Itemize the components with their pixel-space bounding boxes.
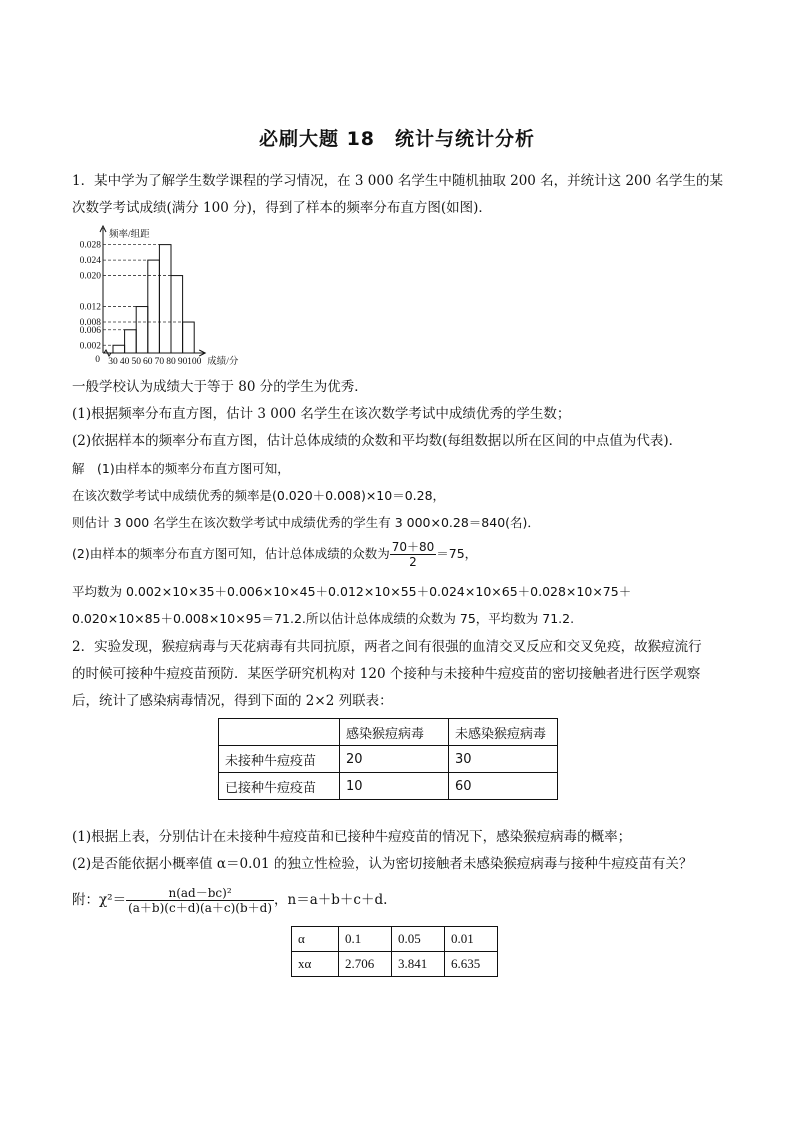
table-row xyxy=(219,746,558,773)
q1-solution-line4-result: ＝75， xyxy=(436,546,478,561)
table-cell: 未接种牛痘疫苗 xyxy=(219,746,340,773)
histogram-bar xyxy=(125,330,137,353)
q1-intro-line2: 次数学考试成绩(满分 100 分)，得到了样本的频率分布直方图(如图)． xyxy=(72,200,492,216)
histogram-bar xyxy=(148,260,160,353)
table-header-cell: 未感染猴痘病毒 xyxy=(449,719,558,746)
histogram-bar xyxy=(136,307,148,353)
q1-solution-line1: 解 (1)由样本的频率分布直方图可知， xyxy=(72,461,290,476)
histogram-bar xyxy=(183,322,195,353)
q1-solution-line4 xyxy=(72,538,732,570)
table-cell: 30 xyxy=(449,746,558,773)
q1-solution-line5: 平均数为 0.002×10×35＋0.006×10×45＋0.012×10×55＋0.024×10×65＋0.028×10×75＋ xyxy=(72,584,632,599)
y-tick-label: 0.028 xyxy=(79,240,101,251)
x-tick-label: 80 xyxy=(166,357,176,367)
table-cell: 60 xyxy=(449,773,558,800)
q1-intro-line1: 1．某中学为了解学生数学课程的学习情况，在 3 000 名学生中随机抽取 200 名，并统计这 200 名学生的某 xyxy=(72,173,724,189)
y-tick-label: 0.024 xyxy=(79,256,101,267)
table-cell: 0.01 xyxy=(445,927,498,952)
table-header-cell xyxy=(219,719,340,746)
x-tick-label: 30 xyxy=(108,357,118,367)
table-cell: 0.1 xyxy=(339,927,392,952)
table-header-row xyxy=(219,719,558,746)
histogram-bar xyxy=(159,245,171,353)
histogram-bar xyxy=(171,276,183,353)
y-tick-label: 0.012 xyxy=(79,302,101,313)
y-tick-label: 0.020 xyxy=(79,271,101,282)
q1-part2: (2)依据样本的频率分布直方图，估计总体成绩的众数和平均数(每组数据以所在区间的中点值为代表)． xyxy=(72,433,683,449)
appendix-prefix: 附：χ²＝ xyxy=(72,892,127,908)
q2-appendix xyxy=(72,884,732,916)
y-tick-label: 0.008 xyxy=(79,318,101,329)
histogram-bar xyxy=(113,345,125,353)
formula-denominator: (a＋b)(c＋d)(a＋c)(b＋d) xyxy=(128,901,273,915)
contingency-table xyxy=(218,718,558,800)
table-cell: xα xyxy=(292,952,339,977)
q2-intro-line3: 后，统计了感染病毒情况，得到下面的 2×2 列联表： xyxy=(72,693,393,709)
table-cell: 6.635 xyxy=(445,952,498,977)
x-tick-label: 60 xyxy=(143,357,153,367)
q1-part1: (1)根据频率分布直方图，估计 3 000 名学生在该次数学考试中成绩优秀的学生数； xyxy=(72,406,571,422)
mode-fraction xyxy=(390,540,437,569)
table-row xyxy=(292,927,498,952)
q2-intro-line2: 的时候可接种牛痘疫苗预防．某医学研究机构对 120 个接种与未接种牛痘疫苗的密切接触者进行医学观察 xyxy=(72,666,701,682)
mode-fraction-denominator: 2 xyxy=(409,555,417,569)
q1-solution-line6: 0.020×10×85＋0.008×10×95＝71.2.所以估计总体成绩的众数为 75，平均数为 71.2. xyxy=(72,611,575,626)
x-tick-label: 100 xyxy=(187,357,202,367)
x-tick-label: 40 xyxy=(119,357,130,367)
q1-solution-line4-text: (2)由样本的频率分布直方图可知，估计总体成绩的众数为 xyxy=(72,546,390,561)
table-row xyxy=(219,773,558,800)
x-axis-label: 成绩/分 xyxy=(207,357,239,367)
q1-solution-line3: 则估计 3 000 名学生在该次数学考试中成绩优秀的学生有 3 000×0.28＝840(名)． xyxy=(72,515,540,530)
origin-label: 0 xyxy=(95,355,100,365)
alpha-table xyxy=(291,926,498,977)
table-row xyxy=(292,952,498,977)
chi-square-formula xyxy=(126,886,274,915)
x-tick-label: 90 xyxy=(177,357,188,367)
formula-numerator: n(ad－bc)² xyxy=(126,886,274,901)
q2-part1: (1)根据上表，分别估计在未接种牛痘疫苗和已接种牛痘疫苗的情况下，感染猴痘病毒的概率； xyxy=(72,829,632,845)
x-tick-label: 50 xyxy=(131,357,141,367)
y-tick-label: 0.006 xyxy=(79,325,101,336)
q1-solution-line2: 在该次数学考试中成绩优秀的频率是(0.020＋0.008)×10＝0.28， xyxy=(72,488,446,503)
table-cell: 20 xyxy=(340,746,449,773)
table-header-cell: 感染猴痘病毒 xyxy=(340,719,449,746)
appendix-suffix: ，n＝a＋b＋c＋d. xyxy=(274,892,388,908)
mode-fraction-numerator: 70＋80 xyxy=(391,540,435,554)
q2-part2: (2)是否能依据小概率值 α＝0.01 的独立性检验，认为密切接触者未感染猴痘病毒与接种牛痘疫苗有关？ xyxy=(72,856,693,872)
y-tick-label: 0.002 xyxy=(79,341,101,352)
table-cell: α xyxy=(292,927,339,952)
x-tick-label: 70 xyxy=(154,357,165,367)
histogram-chart xyxy=(72,222,302,372)
table-cell: 3.841 xyxy=(392,952,445,977)
q1-condition: 一般学校认为成绩大于等于 80 分的学生为优秀． xyxy=(72,379,368,395)
table-cell: 0.05 xyxy=(392,927,445,952)
q2-intro-line1: 2．实验发现，猴痘病毒与天花病毒有共同抗原，两者之间有很强的血清交叉反应和交叉免疫，故猴痘流行 xyxy=(72,639,702,655)
table-cell: 2.706 xyxy=(339,952,392,977)
table-cell: 10 xyxy=(340,773,449,800)
table-cell: 已接种牛痘疫苗 xyxy=(219,773,340,800)
page-title: 必刷大题 18 统计与统计分析 xyxy=(258,128,536,150)
y-axis-label: 频率/组距 xyxy=(109,230,150,240)
